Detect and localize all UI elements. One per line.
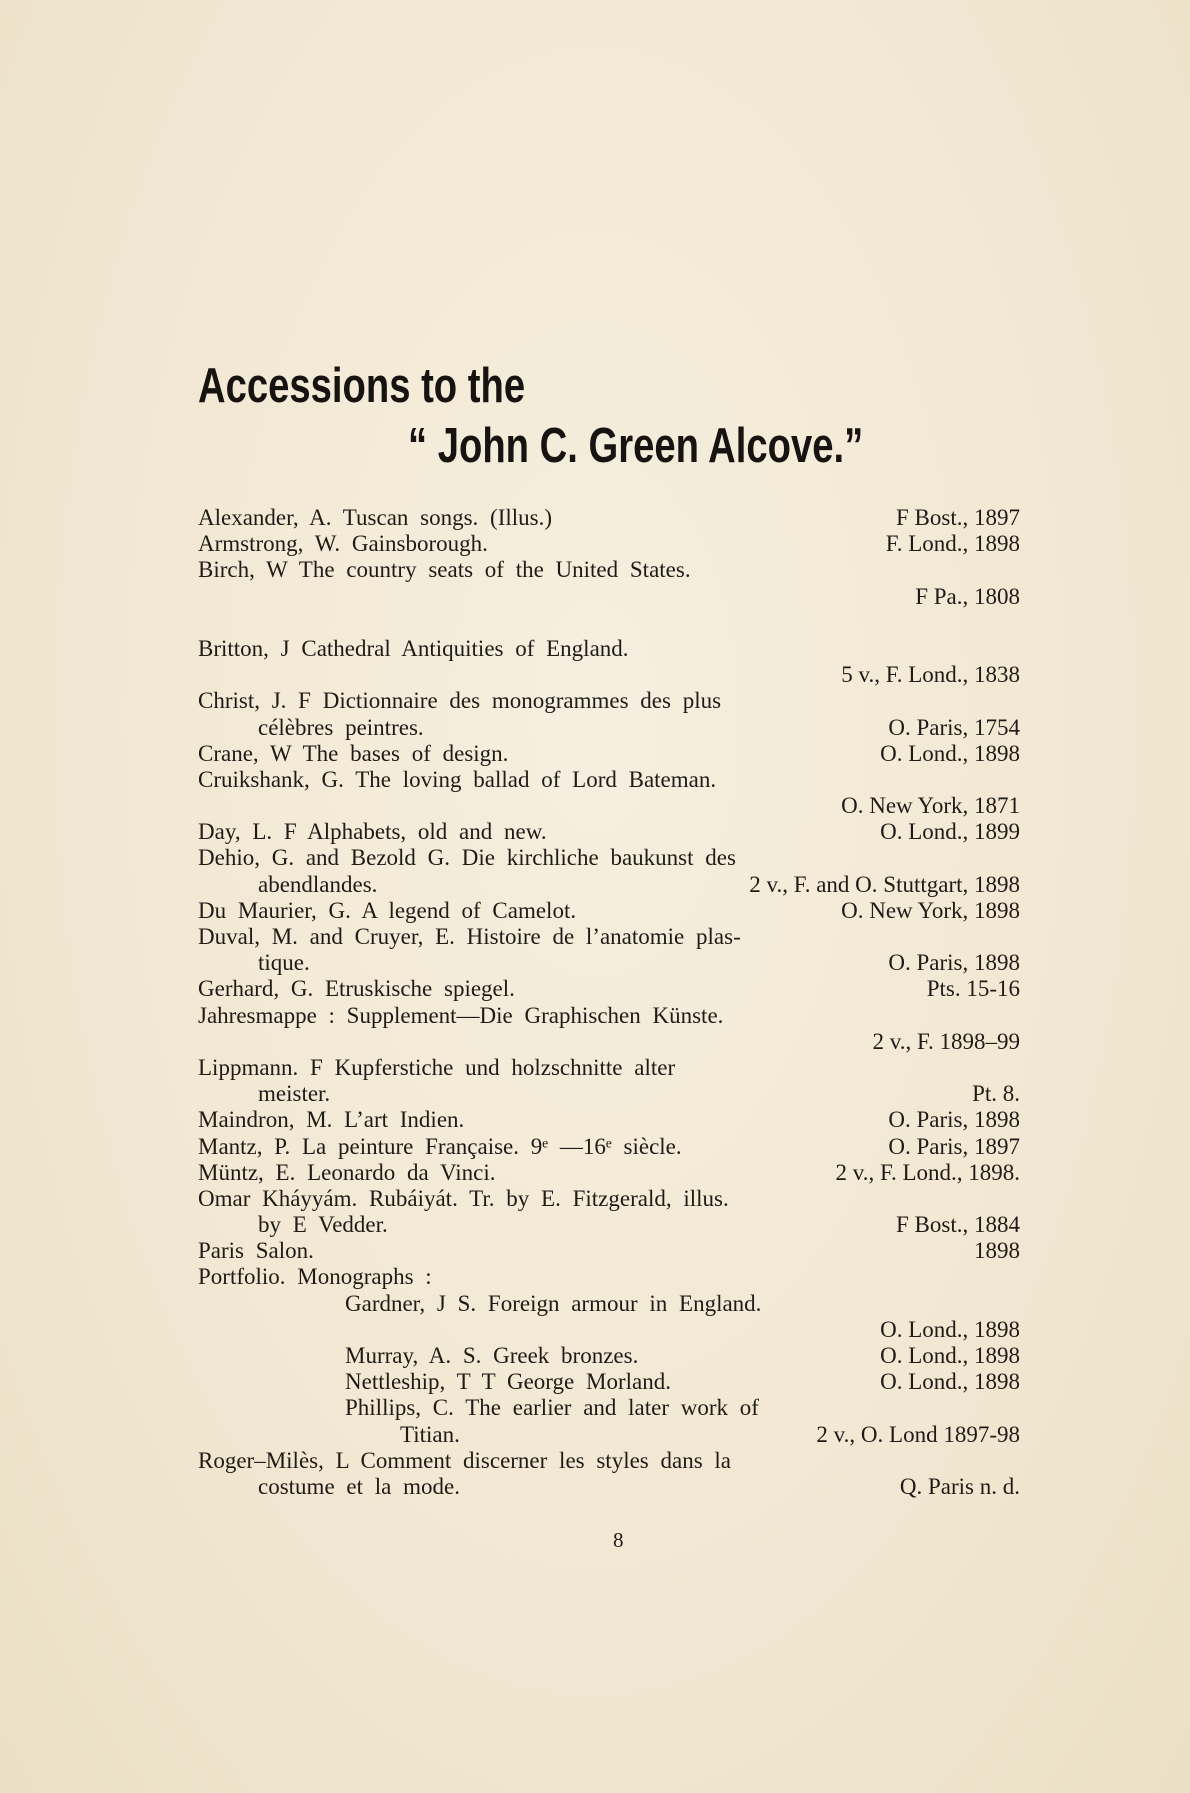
- entry-text: Murray, A. S. Greek bronzes.: [345, 1343, 639, 1368]
- list-item: [198, 924, 1020, 950]
- entry-text: Christ, J. F Dictionnaire des monogrammes des plus: [198, 688, 722, 714]
- list-item: [198, 1160, 1020, 1186]
- entry-imprint: 2 v., O. Lond 1897-98: [816, 1421, 1020, 1447]
- list-item: [198, 767, 1020, 793]
- page-title-line-2: “ John C. Green Alcove.”: [408, 419, 864, 473]
- entry-imprint: O. Lond., 1898: [880, 740, 1020, 766]
- entry-text: Phillips, C. The earlier and later work of: [345, 1395, 759, 1421]
- list-item: [198, 976, 1020, 1002]
- entry-imprint: O. Lond., 1898: [880, 1369, 1020, 1395]
- entry-text: abendlandes.: [258, 871, 378, 897]
- entry-imprint: F Bost., 1897: [896, 505, 1020, 530]
- entry-text: Titian.: [400, 1421, 460, 1447]
- list-item: [198, 636, 1020, 662]
- list-item: [198, 557, 1020, 583]
- entry-text: Gardner, J S. Foreign armour in England.: [345, 1290, 762, 1316]
- entry-text: Crane, W The bases of design.: [198, 740, 509, 766]
- entry-text: Du Maurier, G. A legend of Camelot.: [198, 897, 577, 923]
- entry-imprint: Pt. 8.: [972, 1081, 1020, 1107]
- list-item: [198, 950, 1020, 976]
- list-item: [198, 610, 1020, 636]
- list-item: [198, 1029, 1020, 1055]
- entry-imprint: 5 v., F. Lond., 1838: [841, 662, 1020, 688]
- list-item: [198, 531, 1020, 557]
- entry-imprint: 2 v., F. and O. Stuttgart, 1898: [749, 871, 1020, 897]
- entry-text: Paris Salon.: [198, 1238, 314, 1264]
- list-item: [198, 1343, 1020, 1369]
- entry-imprint: 2 v., F. 1898–99: [872, 1028, 1020, 1054]
- list-item: [198, 1238, 1020, 1264]
- entry-text: Lippmann. F Kupferstiche und holzschnitte alter: [198, 1054, 676, 1080]
- entry-text: Britton, J Cathedral Antiquities of England.: [198, 635, 629, 661]
- list-item: [198, 741, 1020, 767]
- list-item: [198, 1317, 1020, 1343]
- list-item: [198, 845, 1020, 871]
- list-item: [198, 819, 1020, 845]
- list-item: [198, 1474, 1020, 1500]
- entry-text: Birch, W The country seats of the United States.: [198, 557, 691, 583]
- entry-text: Jahresmappe : Supplement—Die Graphischen Künste.: [198, 1002, 724, 1028]
- entry-text: meister.: [258, 1081, 331, 1107]
- entry-text: tique.: [258, 950, 310, 976]
- list-item: [198, 1264, 1020, 1290]
- entry-text: Maindron, M. L’art Indien.: [198, 1107, 465, 1133]
- entry-imprint: O. Paris, 1754: [888, 714, 1020, 740]
- list-item: [198, 1212, 1020, 1238]
- list-item: [198, 1369, 1020, 1395]
- entry-imprint: F. Lond., 1898: [885, 531, 1020, 557]
- entry-imprint: Pts. 15-16: [926, 976, 1020, 1002]
- list-item: [198, 1422, 1020, 1448]
- list-item: [198, 1055, 1020, 1081]
- entry-imprint: O. Lond., 1899: [880, 819, 1020, 845]
- entry-imprint: 1898: [974, 1238, 1020, 1264]
- entry-text: costume et la mode.: [258, 1473, 460, 1499]
- entry-text: Nettleship, T T George Morland.: [345, 1369, 671, 1395]
- list-item: [198, 688, 1020, 714]
- list-item: [198, 1395, 1020, 1421]
- entry-text: Duval, M. and Cruyer, E. Histoire de l’anatomie plas-: [198, 924, 741, 949]
- list-item: [198, 1081, 1020, 1107]
- entry-text: Armstrong, W. Gainsborough.: [198, 531, 488, 557]
- list-item: [198, 793, 1020, 819]
- entry-imprint: O. Paris, 1898: [888, 1107, 1020, 1133]
- page-number: 8: [613, 1528, 624, 1552]
- entry-text: Dehio, G. and Bezold G. Die kirchliche baukunst des: [198, 845, 736, 871]
- entry-text: célèbres peintres.: [258, 714, 424, 740]
- entry-text: Day, L. F Alphabets, old and new.: [198, 819, 547, 845]
- entry-text: Alexander, A. Tuscan songs. (Illus.): [198, 505, 553, 530]
- entry-text: Cruikshank, G. The loving ballad of Lord Bateman.: [198, 766, 717, 792]
- entry-imprint: F Bost., 1884: [896, 1212, 1020, 1238]
- entry-text: Mantz, P. La peinture Française. 9ᵉ —16ᵉ siècle.: [198, 1133, 682, 1159]
- entry-imprint: O. New York, 1871: [841, 793, 1020, 819]
- entry-imprint: O. New York, 1898: [841, 897, 1020, 923]
- list-item: [198, 1134, 1020, 1160]
- list-item: [198, 1448, 1020, 1474]
- list-item: [198, 1107, 1020, 1133]
- entry-imprint: 2 v., F. Lond., 1898.: [835, 1159, 1020, 1185]
- entry-text: Omar Kháyyám. Rubáiyát. Tr. by E. Fitzgerald, illus.: [198, 1185, 729, 1211]
- list-item: [198, 584, 1020, 610]
- entry-imprint: O. Paris, 1898: [888, 950, 1020, 976]
- list-item: [198, 872, 1020, 898]
- entry-text: Roger–Milès, L Comment discerner les styles dans la: [198, 1447, 731, 1473]
- entry-text: by E Vedder.: [258, 1212, 388, 1238]
- accessions-list: [198, 505, 1020, 1500]
- entry-text: Portfolio. Monographs :: [198, 1264, 432, 1290]
- list-item: [198, 662, 1020, 688]
- list-item: [198, 1003, 1020, 1029]
- entry-text: Müntz, E. Leonardo da Vinci.: [198, 1159, 496, 1185]
- entry-imprint: Q. Paris n. d.: [899, 1473, 1020, 1499]
- entry-imprint: O. Lond., 1898: [880, 1316, 1020, 1342]
- entry-imprint: O. Lond., 1898: [880, 1343, 1020, 1368]
- entry-imprint: O. Paris, 1897: [888, 1133, 1020, 1159]
- list-item: [198, 505, 1020, 531]
- list-item: [198, 1291, 1020, 1317]
- page-title-line-1: Accessions to the: [198, 359, 526, 413]
- entry-text: Gerhard, G. Etruskische spiegel.: [198, 976, 515, 1002]
- entry-imprint: F Pa., 1808: [915, 583, 1020, 609]
- list-item: [198, 1186, 1020, 1212]
- list-item: [198, 715, 1020, 741]
- list-item: [198, 898, 1020, 924]
